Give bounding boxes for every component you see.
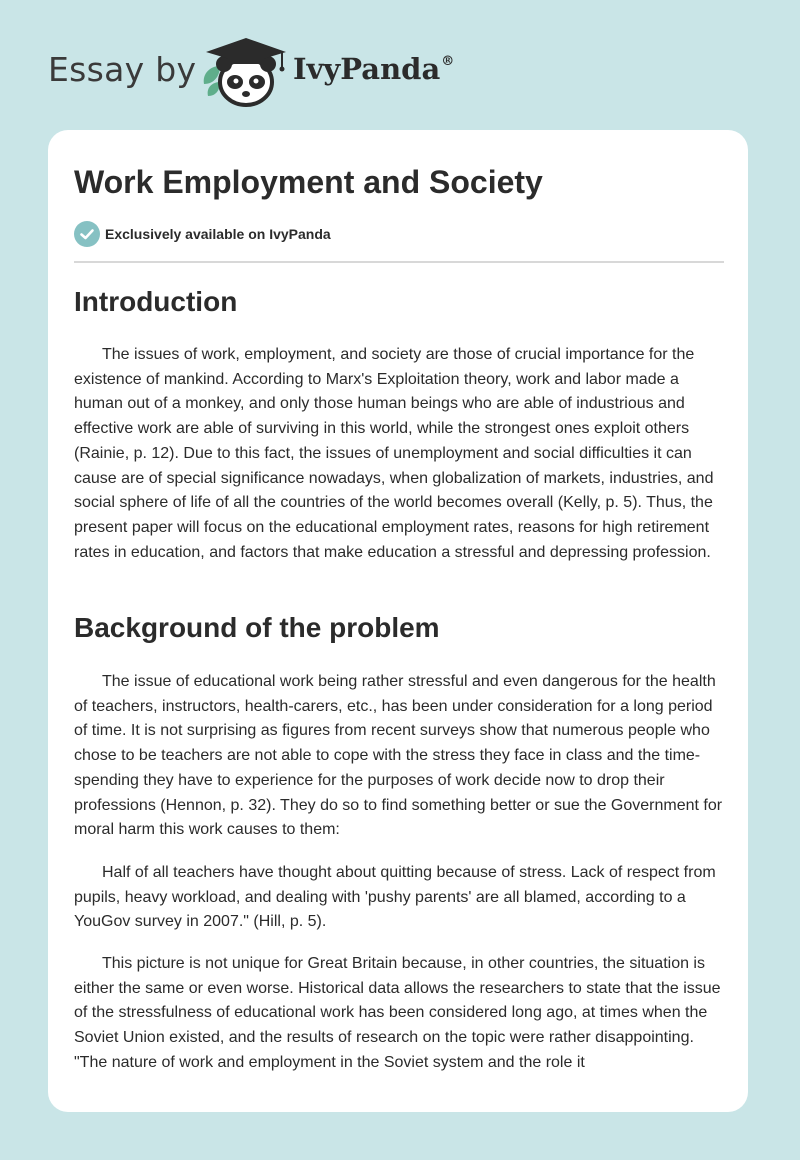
- brand-prefix: Essay by: [48, 50, 197, 89]
- brand-header: [0, 0, 800, 130]
- page-title: Work Employment and Society: [74, 164, 543, 200]
- background-paragraph-1: The issue of educational work being rather stressful and even dangerous for the health of teachers, instructors, health-carers, etc., has been under consideration for a long period of time. It is not surprising as figures from recent surveys show that numerous people who chose to be teachers are not able to cope with the stress they face in class and the time-spending they have to experience for the purposes of work decide now to drop their professions (Hennon, p. 32). They do so to find something better or sue the Government for moral harm this work causes to them:: [74, 673, 723, 839]
- essay-card: [48, 130, 748, 1112]
- exclusive-badge: [74, 221, 331, 247]
- panda-graduation-cap-icon[interactable]: [200, 36, 290, 113]
- background-quote: Half of all teachers have thought about quitting because of stress. Lack of respect from pupils, heavy workload, and dealing with 'pushy parents' are all blamed, according to a YouGov survey in 2007." (Hill, p. 5).: [74, 864, 716, 931]
- brand-name-text: IvyPanda: [293, 52, 441, 86]
- brand-name[interactable]: [293, 52, 454, 86]
- section-heading-introduction: Introduction: [74, 286, 238, 317]
- exclusive-badge-text: Exclusively available on IvyPanda: [105, 226, 331, 242]
- section-heading-background: Background of the problem: [74, 612, 440, 643]
- intro-paragraph: The issues of work, employment, and society are those of crucial importance for the existence of mankind. According to Marx's Exploitation theory, work and labor made a human out of a monkey, and only those human beings who are able of industrious and effective work are able of surviving in this world, while the strongest ones exploit others (Rainie, p. 12). Due to this fact, the issues of unemployment and social difficulties it can cause are of special significance nowadays, when globalization of markets, industries, and social sphere of life of all the countries of the world becomes overall (Kelly, p. 5). Thus, the present paper will focus on the educational employment rates, reasons for high retirement rates in education, and factors that make education a stressful and depressing profession.: [74, 346, 714, 561]
- check-circle-icon: [74, 221, 100, 247]
- title-divider: [74, 261, 724, 263]
- background-paragraph-2: This picture is not unique for Great Britain because, in other countries, the situation is either the same or even worse. Historical data allows the researchers to state that the issue of the stressfulness of educational work has been considered long ago, at times when the Soviet Union existed, and the results of research on the topic were rather disappointing. "The nature of work and employment in the Soviet system and the role it: [74, 955, 721, 1071]
- registered-mark: ®: [441, 54, 455, 70]
